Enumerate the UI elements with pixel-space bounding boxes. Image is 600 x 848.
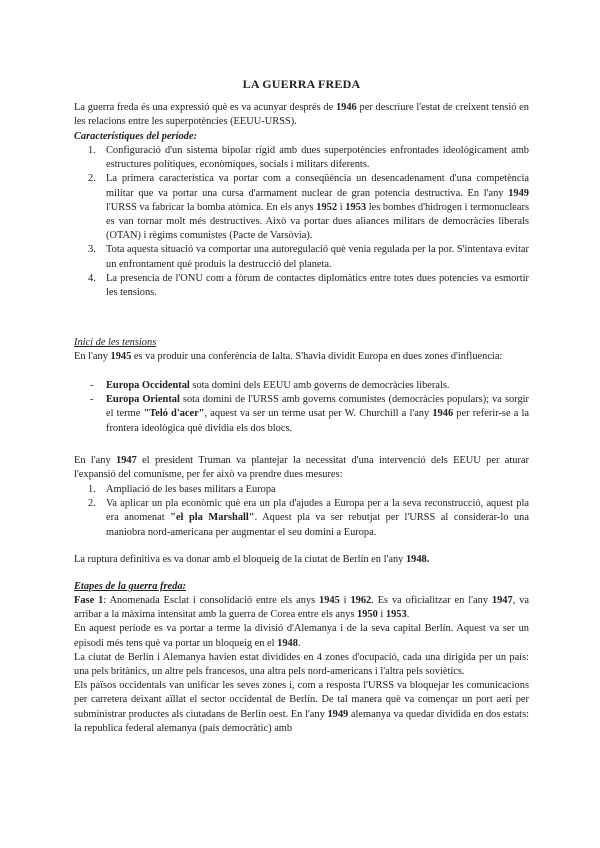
page-title: LA GUERRA FREDA bbox=[242, 77, 361, 91]
list-item: 1. Ampliació de les bases militars a Europa bbox=[88, 484, 276, 495]
rupture-paragraph: La ruptura definitiva es va donar amb el bloqueig de la ciutat de Berlín en l'any 1948. bbox=[74, 554, 430, 565]
list-item: - Europa Occidental sota domini dels EEUU amb governs de democràcies liberals. bbox=[90, 380, 450, 391]
list-item: 3. Tota aquesta situació va comportar una autoregulació què venia regulada per la por. S'intentava evitar un enfrontament què produís la destrucció del planeta. bbox=[88, 244, 529, 270]
tensions-heading: Inici de les tensions bbox=[74, 337, 157, 348]
characteristics-list bbox=[74, 144, 529, 300]
list-item: 4. La presencia de l'ONU com a fòrum de contactes diplomàtics entre totes dues potencies va esmortir les tensions. bbox=[88, 272, 529, 299]
phase-1-paragraph: Fase 1: Anomenada Esclat i consolidació entre els anys 1945 i 1962. Es va oficialitzar en l'any 1947, va arribar a la màxima intensitat amb la guerra de Corea entre els anys 1950 i 1953. bbox=[74, 595, 529, 621]
stages-text bbox=[74, 594, 529, 736]
list-item: - Europa Oriental sota domini de l'URSS amb governs comunistes (democràcies populars); va sorgir el terme "Teló d'acer", aquest va ser un terme usat per W. Churchill a l'any 1946 per referir-se a la frontera ideològica què dividia els dos blocs. bbox=[90, 394, 529, 434]
truman-paragraph: En l'any 1947 el president Truman va plantejar la necessitat d'una intervenció dels EEUU per aturar l'expansió del comunisme, per fer això va prendre dues mesures: bbox=[74, 455, 529, 481]
list-item: 2. Va aplicar un pla econòmic què era un pla d'ajudes a Europa per a la seva reconstrucció, aquest pla era anomenat "el pla Marshall". Aquest pla va ser rebutjat per l'URSS al considerar-lo una maniobra nord-americana per augmentar el seu domini a Europa. bbox=[88, 498, 529, 538]
truman-measures-list bbox=[74, 483, 529, 540]
berlin-zones-paragraph: La ciutat de Berlín i Alemanya havien estat dividides en 4 zones d'ocupació, cada una dirigida per un país: una pels britànics, un altre pels francesos, una altra pels nord-americans i l'altra pels soviètics. bbox=[74, 651, 529, 678]
ialta-paragraph: En l'any 1945 es va produir una conferència de Ialta. S'havia dividit Europa en dues zones d'influencia: bbox=[74, 351, 503, 362]
characteristics-heading: Característiques del període: bbox=[74, 131, 197, 142]
division-paragraph: En aquest període es va portar a terme la divisió d'Alemanya i de la seva capital Berlín. Aquest va ser un episodi més tens què va portar un bloqueig en el 1948. bbox=[74, 623, 529, 649]
stages-heading: Etapes de la guerra freda: bbox=[74, 581, 186, 592]
blockade-paragraph: Els països occidentals van unificar les seves zones i, com a resposta l'URSS va bloquejar les comunicacions per carretera deixant aïllat el sector occidental de Berlín. De tal manera què va començar un port aeri per subministrar productes als ciutadans de Berlín oest. En l'any 1949 alemanya va quedar dividida en dos estats: la republica federal alemanya (país democràtic) amb bbox=[74, 680, 530, 734]
zones-list bbox=[74, 379, 529, 436]
list-item: 2. La primera característica va portar com a conseqüència un desencadenament d'una competència militar que va portar una cursa d'armament nuclear de gran potencia destructiva. En l'any 1949 l'URSS va fabricar la bomba atòmica. En els anys 1952 i 1953 les bombes d'hidrogen i termonuclears es van tornar molt més destructives. Això va portar dues aliances militars de democràcies liberals (OTAN) i règims comunistes (Pacte de Varsòvia). bbox=[88, 173, 529, 242]
intro-paragraph: La guerra freda és una expressió què es va acunyar després de 1946 per descriure l'estat de creixent tensió en les relacions entre les superpotències (EEUU-URSS). bbox=[74, 102, 529, 128]
list-item: 1. Configuració d'un sistema bipolar rígid amb dues superpotències enfrontades ideològicament amb estructures polítiques, econòmiques, socials i militars diferents. bbox=[88, 145, 529, 171]
